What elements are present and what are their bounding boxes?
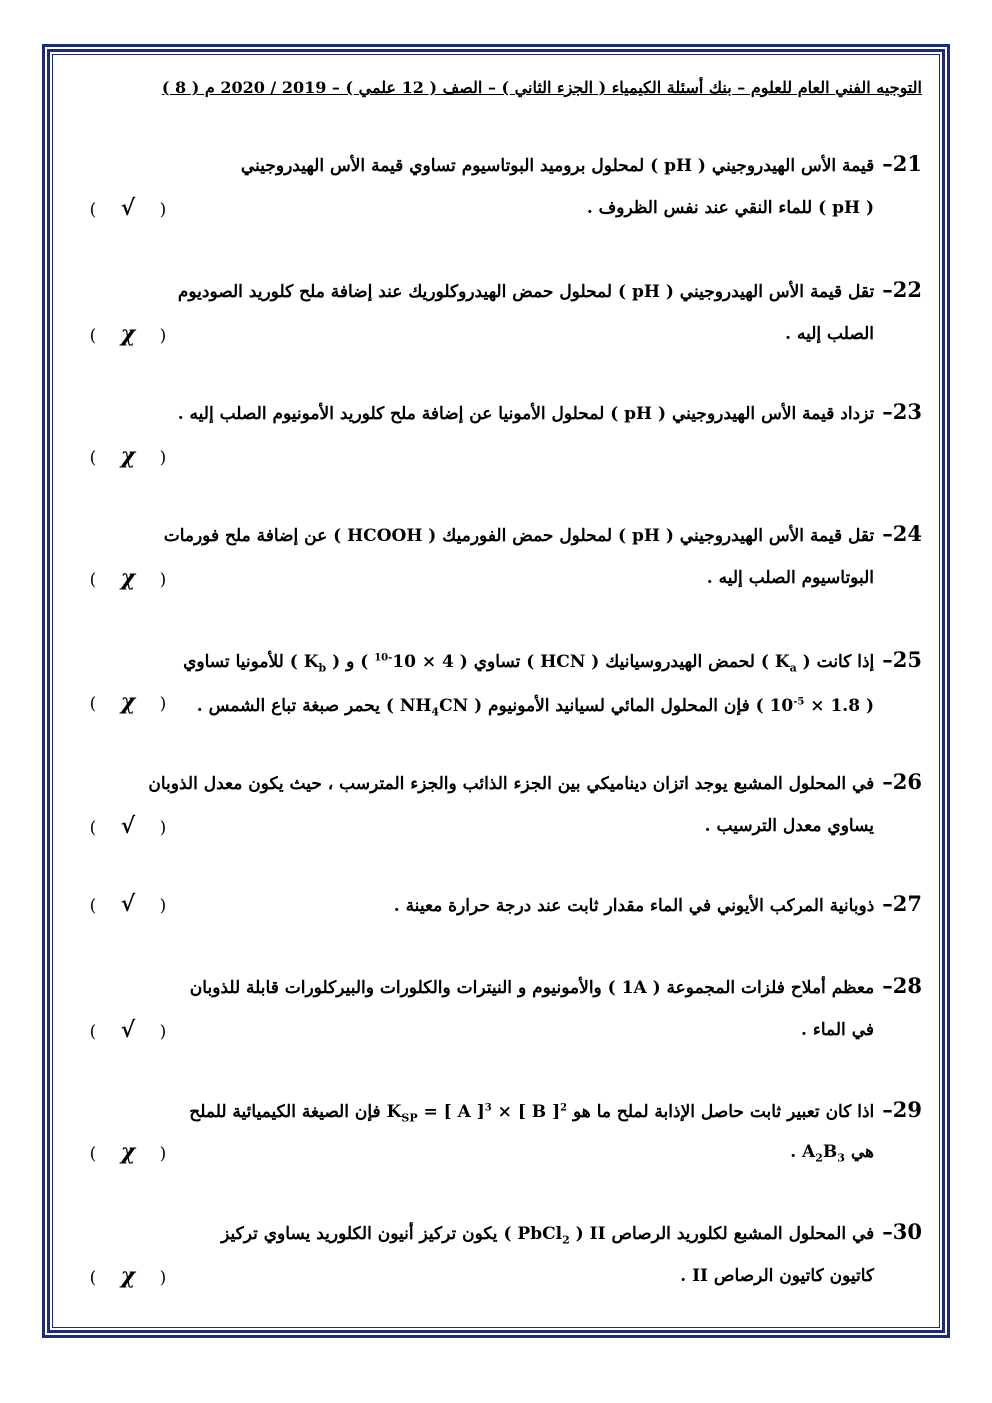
question-number: 27– — [882, 891, 922, 916]
question-number: 28– — [882, 973, 922, 998]
question-statement: في الماء . — [801, 1020, 874, 1040]
question-number: 25– — [882, 646, 922, 672]
question-text — [178, 278, 922, 304]
question-statement: تزداد قيمة الأس الهيدروجيني ( pH ) لمحلول الأمونيا عن إضافة ملح كلوريد الأمونيوم الصلب إليه . — [177, 404, 875, 424]
question-item — [80, 152, 922, 240]
answer-cross-mark: ( χ ) — [89, 689, 167, 715]
answer-check-mark: ( √ ) — [89, 813, 167, 839]
question-number: 29– — [882, 1096, 922, 1122]
question-item — [80, 1220, 922, 1308]
question-text-continuation — [785, 322, 874, 346]
question-statement: في المحلول المشبع يوجد اتزان ديناميكي بين الجزء الذائب والجزء المترسب ، حيث يكون معدل الذوبان — [148, 774, 875, 794]
question-text-continuation — [680, 1264, 874, 1288]
answer-check-mark: ( √ ) — [89, 891, 167, 917]
question-text — [241, 152, 922, 178]
question-item — [80, 974, 922, 1062]
question-item — [80, 646, 922, 734]
answer-cross-mark: ( χ ) — [89, 443, 167, 469]
question-text — [221, 1220, 922, 1252]
question-statement: ذوبانية المركب الأيوني في الماء مقدار ثابت عند درجة حرارة معينة . — [393, 896, 875, 916]
question-item — [80, 1096, 922, 1184]
question-number: 22– — [882, 277, 922, 302]
question-item — [80, 892, 922, 936]
question-statement: قيمة الأس الهيدروجيني ( pH ) لمحلول بروميد البوتاسيوم تساوي قيمة الأس الهيدروجيني — [240, 156, 875, 176]
answer-cross-mark: ( χ ) — [89, 321, 167, 347]
question-text-continuation — [705, 814, 874, 838]
question-number: 24– — [882, 521, 922, 546]
question-text — [190, 974, 922, 1000]
question-text-continuation — [801, 1018, 874, 1042]
question-number: 30– — [882, 1219, 922, 1244]
question-statement: اذا كان تعبير ثابت حاصل الإذابة لملح ما هو $K_{SP}$ = [ A ]$^3$ × [ B ]$^2$ فإن الصيغة الكيميائية للملح — [189, 1101, 875, 1125]
question-item — [80, 522, 922, 610]
question-text — [178, 400, 922, 426]
answer-cross-mark: ( χ ) — [89, 1263, 167, 1289]
question-text — [148, 770, 922, 796]
question-statement: في المحلول المشبع لكلوريد الرصاص PbCl$_2$ ) II ) يكون تركيز أنيون الكلوريد يساوي تركيز — [221, 1224, 875, 1247]
question-text — [394, 892, 922, 918]
question-statement: معظم أملاح فلزات المجموعة ( 1A ) والأمونيوم و النيترات والكلورات والبيركلورات قابلة للذوبان — [189, 978, 875, 998]
question-number: 26– — [882, 769, 922, 794]
question-text — [164, 522, 922, 548]
question-number: 21– — [882, 151, 922, 176]
question-statement: ( $1.8 \times 10^{-5}$ ) فإن المحلول المائي لسيانيد الأمونيوم ( $NH_4CN$ ) يحمر صبغة تباع الشمس . — [196, 695, 874, 719]
question-statement: هي $A_2B_3$ . — [790, 1142, 874, 1165]
answer-cross-mark: ( χ ) — [89, 565, 167, 591]
question-text — [189, 1096, 922, 1130]
answer-check-mark: ( √ ) — [89, 195, 167, 221]
question-statement: الصلب إليه . — [785, 324, 874, 344]
question-statement: تقل قيمة الأس الهيدروجيني ( pH ) لمحلول حمض الفورميك ( HCOOH ) عن إضافة ملح فورمات — [163, 526, 875, 546]
question-statement: إذا كانت ( $K_a$ ) لحمض الهيدروسيانيك ( HCN ) تساوي ( $4 \times 10^{-10}$ ) و ( $K_b$ ) للأمونيا تساوي — [183, 651, 875, 675]
question-item — [80, 278, 922, 366]
answer-cross-mark: ( χ ) — [89, 1139, 167, 1165]
question-statement: تقل قيمة الأس الهيدروجيني ( pH ) لمحلول حمض الهيدروكلوريك عند إضافة ملح كلوريد الصوديوم — [177, 282, 875, 302]
question-statement: البوتاسيوم الصلب إليه . — [706, 568, 874, 588]
question-statement: كاتيون كاتيون الرصاص II . — [680, 1266, 874, 1286]
question-item — [80, 399, 922, 469]
answer-check-mark: ( √ ) — [89, 1017, 167, 1043]
question-item — [80, 770, 922, 858]
question-text — [183, 646, 922, 680]
question-number: 23– — [882, 399, 922, 424]
question-text-continuation — [587, 196, 874, 220]
page-header: التوجيه الفني العام للعلوم – بنك أسئلة الكيمياء ( الجزء الثاني ) – الصف ( 12 علمي ) – 2019 / 2020 م ( 8 ) — [161, 78, 922, 97]
question-text-continuation — [197, 690, 874, 724]
question-text-continuation — [790, 1140, 874, 1170]
question-statement: يساوي معدل الترسيب . — [704, 816, 874, 836]
question-text-continuation — [707, 566, 874, 590]
question-statement: ( pH ) للماء النقي عند نفس الظروف . — [586, 198, 874, 218]
